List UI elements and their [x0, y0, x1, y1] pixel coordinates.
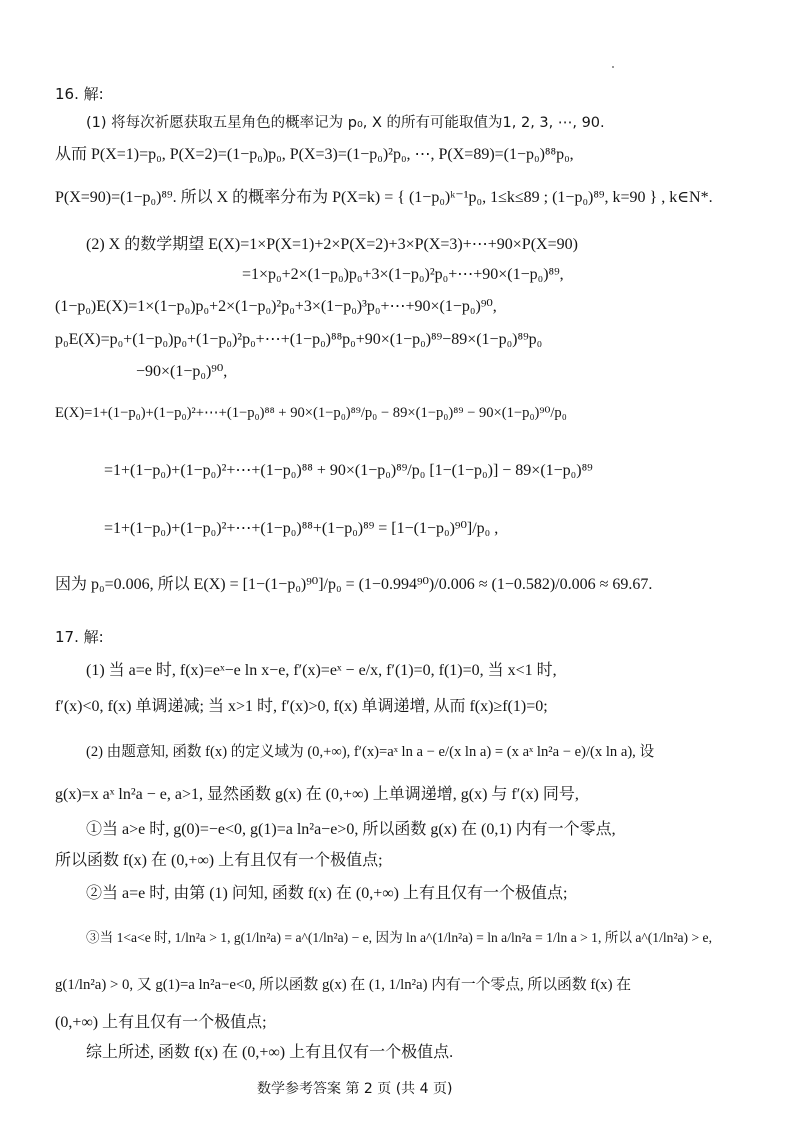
- p17-line-1: (1) 当 a=e 时, f(x)=eˣ−e ln x−e, f′(x)=eˣ − e/x, f′(1)=0, f(1)=0, 当 x<1 时,: [86, 662, 557, 679]
- p17-line-5: ①当 a>e 时, g(0)=−e<0, g(1)=a ln²a−e>0, 所以函数 g(x) 在 (0,1) 内有一个零点,: [86, 821, 616, 838]
- p17-line-9: g(1/ln²a) > 0, 又 g(1)=a ln²a−e<0, 所以函数 g(x) 在 (1, 1/ln²a) 内有一个零点, 所以函数 f(x) 在: [55, 977, 631, 993]
- p17-line-8: ③当 1<a<e 时, 1/ln²a > 1, g(1/ln²a) = a^(1/ln²a) − e, 因为 ln a^(1/ln²a) = ln a/ln²a = 1/ln a > 1, 所以 a^(1/ln²a) > e,: [86, 930, 712, 945]
- p16-line-12: 因为 p₀=0.006, 所以 E(X) = [1−(1−p₀)⁹⁰]/p₀ = (1−0.994⁹⁰)/0.006 ≈ (1−0.582)/0.006 ≈ 69.67.: [55, 576, 653, 593]
- p17-line-2: f′(x)<0, f(x) 单调递减; 当 x>1 时, f′(x)>0, f(x) 单调递增, 从而 f(x)≥f(1)=0;: [55, 698, 548, 715]
- p16-line-7: p₀E(X)=p₀+(1−p₀)p₀+(1−p₀)²p₀+⋯+(1−p₀)⁸⁸p₀+90×(1−p₀)⁸⁹−89×(1−p₀)⁸⁹p₀: [55, 331, 543, 348]
- problem-17-heading: 17. 解:: [55, 628, 104, 646]
- p17-line-3: (2) 由题意知, 函数 f(x) 的定义域为 (0,+∞), f′(x)=aˣ ln a − e/(x ln a) = (x aˣ ln²a − e)/(x ln a), 设: [86, 744, 655, 760]
- p16-line-10: =1+(1−p₀)+(1−p₀)²+⋯+(1−p₀)⁸⁸ + 90×(1−p₀)⁸⁹/p₀ [1−(1−p₀)] − 89×(1−p₀)⁸⁹: [104, 462, 593, 479]
- p16-line-8: −90×(1−p₀)⁹⁰,: [136, 363, 228, 380]
- scan-speck: [612, 66, 614, 68]
- p17-line-7: ②当 a=e 时, 由第 (1) 问知, 函数 f(x) 在 (0,+∞) 上有且仅有一个极值点;: [86, 885, 568, 902]
- p16-line-2: 从而 P(X=1)=p₀, P(X=2)=(1−p₀)p₀, P(X=3)=(1−p₀)²p₀, ⋯, P(X=89)=(1−p₀)⁸⁸p₀,: [55, 146, 574, 163]
- p17-line-6: 所以函数 f(x) 在 (0,+∞) 上有且仅有一个极值点;: [55, 852, 383, 869]
- p16-line-4: (2) X 的数学期望 E(X)=1×P(X=1)+2×P(X=2)+3×P(X=3)+⋯+90×P(X=90): [86, 236, 578, 253]
- p16-line-5: =1×p₀+2×(1−p₀)p₀+3×(1−p₀)²p₀+⋯+90×(1−p₀)⁸⁹,: [242, 266, 564, 283]
- p17-line-11: 综上所述, 函数 f(x) 在 (0,+∞) 上有且仅有一个极值点.: [86, 1044, 454, 1061]
- p16-line-9: E(X)=1+(1−p₀)+(1−p₀)²+⋯+(1−p₀)⁸⁸ + 90×(1−p₀)⁸⁹/p₀ − 89×(1−p₀)⁸⁹ − 90×(1−p₀)⁹⁰/p₀: [55, 405, 567, 421]
- problem-16-heading: 16. 解:: [55, 85, 104, 103]
- page-footer: 数学参考答案 第 2 页 (共 4 页): [257, 1081, 453, 1097]
- p16-line-3: P(X=90)=(1−p₀)⁸⁹. 所以 X 的概率分布为 P(X=k) = { (1−p₀)ᵏ⁻¹p₀, 1≤k≤89 ; (1−p₀)⁸⁹, k=90 } , k∈N*.: [55, 189, 713, 206]
- p17-line-10: (0,+∞) 上有且仅有一个极值点;: [55, 1014, 267, 1031]
- p16-line-6: (1−p₀)E(X)=1×(1−p₀)p₀+2×(1−p₀)²p₀+3×(1−p₀)³p₀+⋯+90×(1−p₀)⁹⁰,: [55, 298, 497, 315]
- p16-line-1: (1) 将每次祈愿获取五星角色的概率记为 p₀, X 的所有可能取值为1, 2, 3, ⋯, 90.: [86, 115, 605, 131]
- p16-line-11: =1+(1−p₀)+(1−p₀)²+⋯+(1−p₀)⁸⁸+(1−p₀)⁸⁹ = [1−(1−p₀)⁹⁰]/p₀ ,: [104, 520, 499, 537]
- p17-line-4: g(x)=x aˣ ln²a − e, a>1, 显然函数 g(x) 在 (0,+∞) 上单调递增, g(x) 与 f′(x) 同号,: [55, 786, 579, 803]
